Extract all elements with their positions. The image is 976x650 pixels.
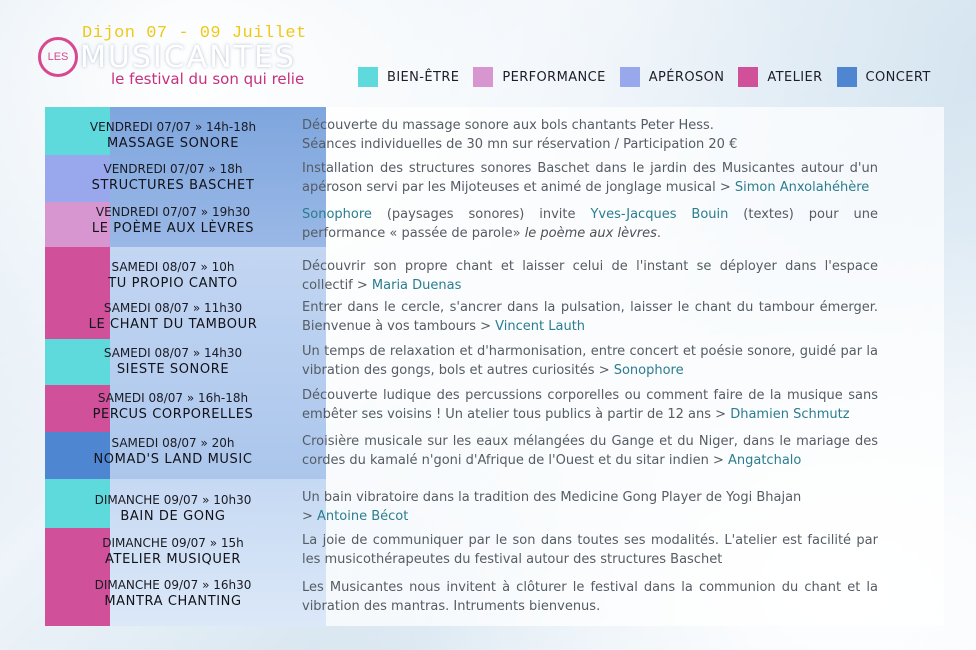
description-text: Installation des structures sonores Baschet dans le jardin des Musicantes autour d'un apéroson servi par les Mijoteuses et animé de jonglage musical > — [302, 161, 878, 195]
event-description — [302, 432, 878, 470]
description-text: Entrer dans le cercle, s'ancrer dans la pulsation, laisser le chant du tambour émerger. Bienvenue à vos tambours > — [302, 300, 878, 334]
event-title: NOMAD'S LAND MUSIC — [93, 452, 253, 467]
event-title: ATELIER MUSIQUER — [105, 552, 241, 567]
event-datetime — [65, 435, 281, 468]
description-text: Les Musicantes nous invitent à clôturer le festival dans la communion du chant et la vibration des mantras. Intruments bienvenus. — [302, 580, 878, 614]
legend-label: APÉROSON — [648, 69, 725, 85]
legend-swatch — [473, 67, 493, 87]
description-text: (paysages sonores) invite — [371, 207, 591, 222]
event-when: VENDREDI 07/07 » 14h-18h — [89, 120, 257, 134]
event-datetime — [65, 577, 281, 610]
event-description — [302, 342, 878, 380]
legend-item-bien-etre — [358, 67, 459, 87]
legend-swatch — [738, 67, 758, 87]
event-title: BAIN DE GONG — [120, 509, 226, 524]
logo-name: MUSICANTES — [80, 40, 296, 75]
event-title: LE POÈME AUX LÈVRES — [91, 221, 255, 236]
event-when: VENDREDI 07/07 » 19h30 — [95, 205, 251, 219]
logo-les-text: LES — [47, 51, 69, 63]
legend-label: ATELIER — [767, 69, 823, 85]
event-title: LE CHANT DU TAMBOUR — [88, 317, 258, 332]
artist-link[interactable]: Angatchalo — [727, 453, 802, 468]
event-description — [302, 159, 878, 197]
description-text: (textes) pour une performance « passée de parole» — [302, 207, 878, 241]
description-line: Découverte du massage sonore aux bols chantants Peter Hess. — [302, 118, 714, 133]
legend-label: CONCERT — [865, 69, 931, 85]
logo-ring-icon[interactable] — [38, 37, 78, 77]
event-when: SAMEDI 08/07 » 10h — [111, 260, 235, 274]
logo-tagline: le festival du son qui relie — [111, 70, 305, 88]
event-datetime — [65, 119, 281, 152]
event-title: MASSAGE SONORE — [106, 136, 240, 151]
legend-swatch — [837, 67, 857, 87]
event-description — [302, 386, 878, 424]
event-when: DIMANCHE 09/07 » 16h30 — [94, 578, 252, 592]
event-datetime — [65, 300, 281, 333]
event-when: VENDREDI 07/07 » 18h — [103, 162, 243, 176]
legend-label: PERFORMANCE — [502, 69, 606, 85]
event-when: SAMEDI 08/07 » 20h — [111, 436, 235, 450]
description-text: Découverte ludique des percussions corporelles ou comment faire de la musique sans embêter ses voisins ! Un atelier tous publics à partir de 12 ans > — [302, 388, 878, 422]
event-datetime — [65, 492, 281, 525]
description-line: Séances individuelles de 30 mn sur réservation / Participation 20 € — [302, 137, 738, 152]
artist-link[interactable]: Simon Anxolahéhère — [734, 180, 870, 195]
legend-item-aperoson — [620, 67, 725, 87]
event-datetime — [65, 390, 281, 423]
artist-link[interactable]: Sonophore — [302, 207, 372, 222]
legend-item-concert — [837, 67, 931, 87]
event-datetime — [65, 345, 281, 378]
legend-swatch — [358, 67, 378, 87]
artist-link[interactable]: Antoine Bécot — [317, 509, 409, 524]
event-when: DIMANCHE 09/07 » 10h30 — [94, 493, 252, 507]
legend-swatch — [620, 67, 640, 87]
page-header — [0, 0, 976, 100]
artist-link[interactable]: Maria Duenas — [371, 278, 462, 293]
event-description — [302, 257, 878, 295]
event-when: SAMEDI 08/07 » 14h30 — [103, 346, 243, 360]
description-text: Croisière musicale sur les eaux mélangées du Gange et du Niger, dans le mariage des cordes du kamalé n'goni d'Afrique de l'Ouest et du sitar indien > — [302, 434, 878, 468]
event-when: DIMANCHE 09/07 » 15h — [102, 536, 244, 550]
description-text: Un temps de relaxation et d'harmonisation, entre concert et poésie sonore, guidé par la vibration des gongs, bols et autres curiosités > — [302, 344, 878, 378]
event-description — [302, 531, 878, 569]
legend-label: BIEN-ÊTRE — [387, 69, 460, 85]
description-text: La joie de communiquer par le son dans toutes ses modalités. L'atelier est facilité par les musicothérapeutes du festival autour des structures Baschet — [302, 533, 878, 567]
description-text: > — [302, 509, 318, 524]
logo-dates: Dijon 07 - 09 Juillet — [82, 24, 307, 43]
artist-link[interactable]: Vincent Lauth — [495, 319, 586, 334]
description-text: . — [656, 226, 662, 241]
event-title: SIESTE SONORE — [116, 362, 230, 377]
event-title: PERCUS CORPORELLES — [92, 407, 254, 422]
event-description — [302, 205, 878, 243]
artist-link[interactable]: Dhamien Schmutz — [730, 407, 850, 422]
artist-link[interactable]: Sonophore — [613, 363, 684, 378]
event-when: SAMEDI 08/07 » 11h30 — [103, 301, 243, 315]
event-datetime — [65, 204, 281, 237]
event-datetime — [65, 259, 281, 292]
event-datetime — [65, 535, 281, 568]
description-italic: le poème aux lèvres — [524, 226, 657, 241]
description-text: Découvrir son propre chant et laisser celui de l'instant se déployer dans l'espace collectif > — [302, 259, 878, 293]
description-line: Un bain vibratoire dans la tradition des Medicine Gong Player de Yogi Bhajan — [302, 490, 802, 505]
event-description — [302, 116, 878, 154]
event-description — [302, 298, 878, 336]
legend-item-atelier — [738, 67, 822, 87]
artist-link[interactable]: Yves-Jacques Bouin — [590, 207, 729, 222]
event-description — [302, 578, 878, 616]
event-title: STRUCTURES BASCHET — [91, 178, 255, 193]
event-datetime — [65, 161, 281, 194]
event-description — [302, 488, 878, 526]
event-title: TU PROPIO CANTO — [108, 276, 238, 291]
event-title: MANTRA CHANTING — [104, 594, 242, 609]
event-when: SAMEDI 08/07 » 16h-18h — [97, 391, 249, 405]
legend-item-performance — [473, 67, 605, 87]
category-legend — [358, 66, 945, 88]
